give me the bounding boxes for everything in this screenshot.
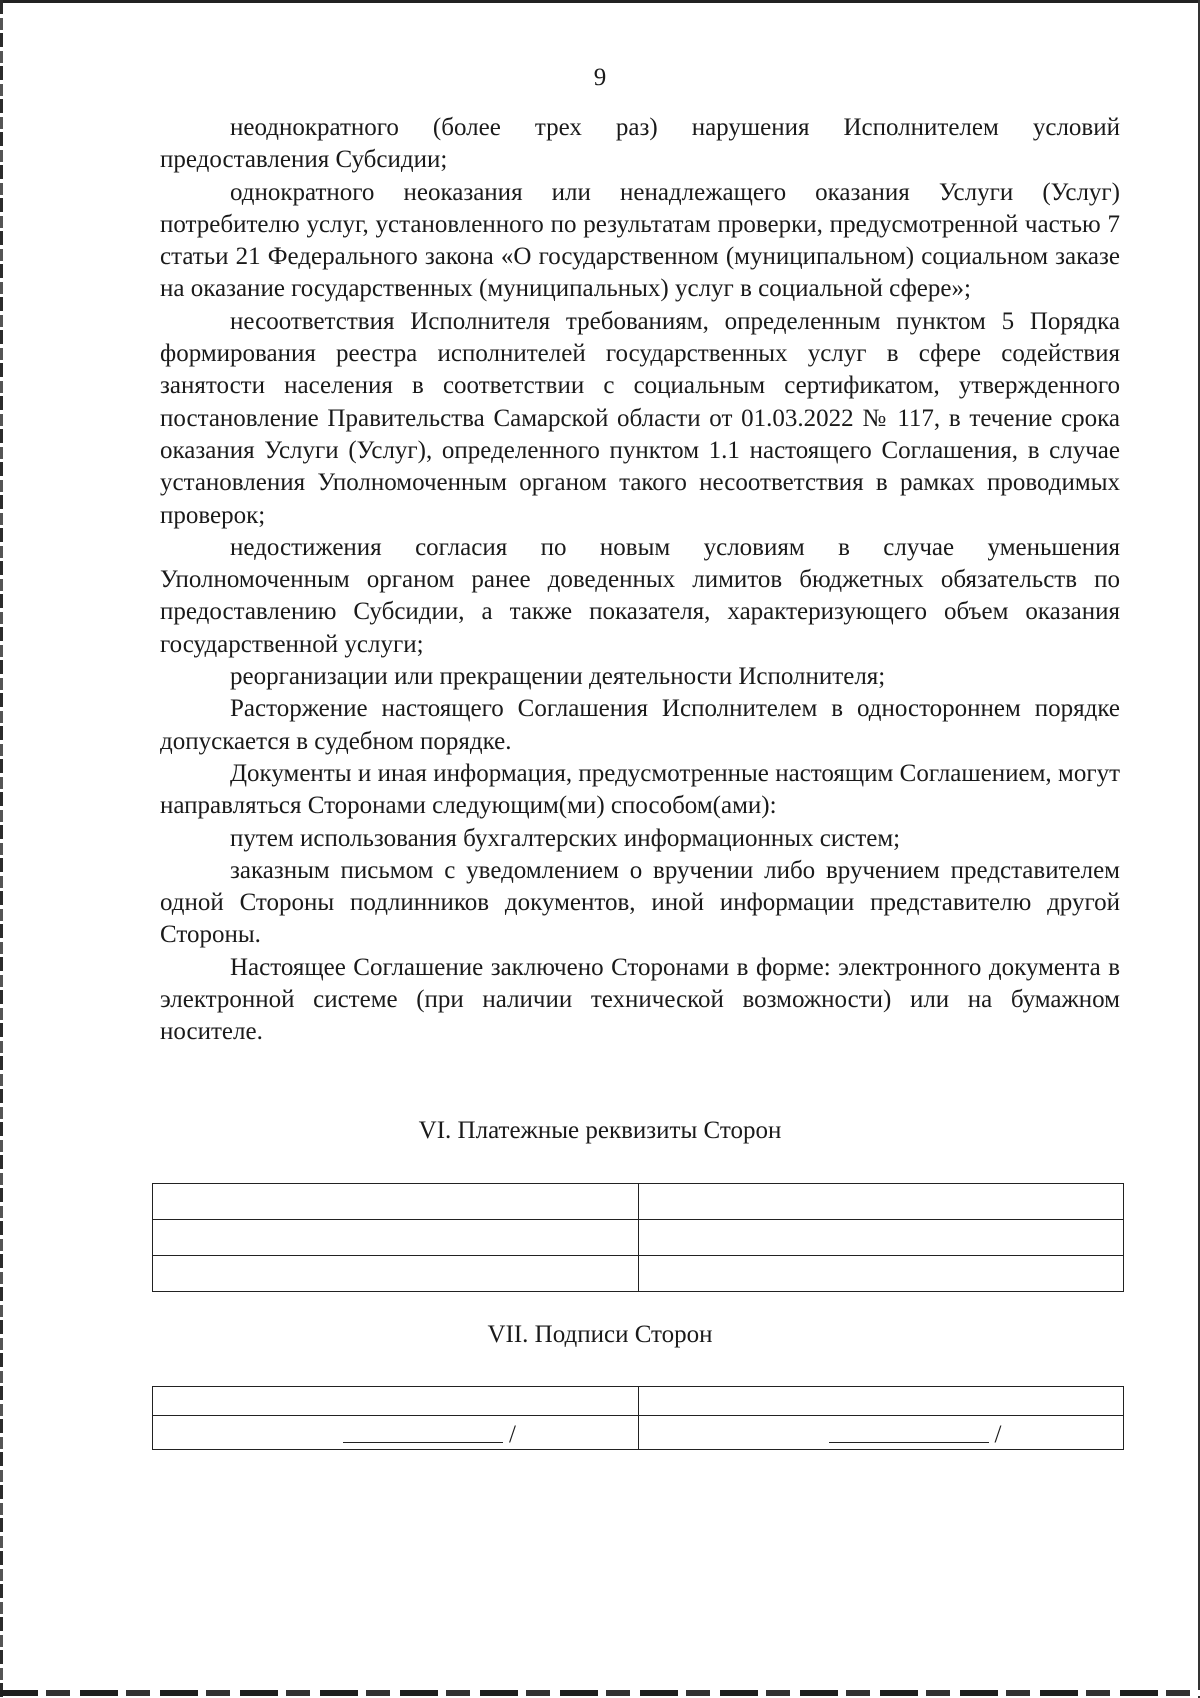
table-cell xyxy=(153,1220,639,1256)
signature-blank xyxy=(343,1442,503,1443)
table-row xyxy=(153,1184,1124,1220)
table-cell xyxy=(153,1387,639,1416)
signatures-heading: VII. Подписи Сторон xyxy=(487,1321,713,1348)
table-row xyxy=(153,1416,1124,1450)
table-cell xyxy=(638,1184,1124,1220)
signature-slash: / xyxy=(509,1421,516,1448)
paragraph-agreement-form: Настоящее Соглашение заключено Сторонами в форме: электронного документа в электронной системе (при наличии технической возможности) или на бумажном носителе. xyxy=(160,953,1120,1046)
table-row xyxy=(153,1387,1124,1416)
scan-edge-left xyxy=(0,0,3,1698)
payment-details-table xyxy=(152,1183,1124,1292)
paragraph-service-failure: однократного неоказания или ненадлежащего оказания Услуги (Услуг) потребителю услуг, установленного по результатам проверки, предусмотренной частью 7 статьи 21 Федерального закона «О государственном (муниципальном) социальном заказе на оказание государственных (муниципальных) услуг в социальной сфере»; xyxy=(160,178,1120,303)
signature-cell-right xyxy=(638,1416,1124,1450)
scan-edge-bottom xyxy=(0,1690,1200,1696)
table-cell xyxy=(638,1220,1124,1256)
paragraph-termination: Расторжение настоящего Соглашения Исполнителем в одностороннем порядке допускается в судебном порядке. xyxy=(160,695,1120,755)
page-number: 9 xyxy=(593,64,607,91)
signature-line xyxy=(153,1416,638,1449)
table-cell xyxy=(153,1256,639,1292)
paragraph-accounting-systems: путем использования бухгалтерских информационных систем; xyxy=(230,824,901,852)
scan-edge-top xyxy=(0,0,1200,3)
payment-details-heading: VI. Платежные реквизиты Сторон xyxy=(418,1117,782,1144)
table-cell xyxy=(638,1256,1124,1292)
signature-cell-left xyxy=(153,1416,639,1450)
paragraph-reorganization: реорганизации или прекращении деятельности Исполнителя; xyxy=(230,663,886,691)
table-cell xyxy=(638,1387,1124,1416)
signature-blank xyxy=(829,1442,989,1443)
paragraph-no-agreement: недостижения согласия по новым условиям в случае уменьшения Уполномоченным органом ранее доведенных лимитов бюджетных обязательств по предоставлению Субсидии, а также показателя, характеризующего объем оказания государственной услуги; xyxy=(160,533,1120,658)
paragraph-registered-mail: заказным письмом с уведомлением о вручении либо вручением представителем одной Стороны подлинников документов, иной информации представителю другой Стороны. xyxy=(160,856,1120,949)
signature-line xyxy=(639,1416,1124,1449)
paragraph-noncompliance: несоответствия Исполнителя требованиям, определенным пунктом 5 Порядка формирования реестра исполнителей государственных услуг в сфере содействия занятости населения в соответствии с социальным сертификатом, утвержденного постановление Правительства Самарской области от 01.03.2022 № 117, в течение срока оказания Услуги (Услуг), определенного пунктом 1.1 настоящего Соглашения, в случае установления Уполномоченным органом такого несоответствия в рамках проводимых проверок; xyxy=(160,307,1120,529)
table-row xyxy=(153,1256,1124,1292)
table-cell xyxy=(153,1184,639,1220)
signature-slash: / xyxy=(994,1421,1002,1448)
paragraph-repeated-violation: неоднократного (более трех раз) нарушения Исполнителем условий предоставления Субсидии; xyxy=(160,114,1120,174)
paragraph-documents: Документы и иная информация, предусмотренные настоящим Соглашением, могут направляться Сторонами следующим(ми) способом(ами): xyxy=(160,759,1120,820)
table-row xyxy=(153,1220,1124,1256)
signatures-table xyxy=(152,1386,1124,1450)
document-body xyxy=(160,112,1120,1049)
